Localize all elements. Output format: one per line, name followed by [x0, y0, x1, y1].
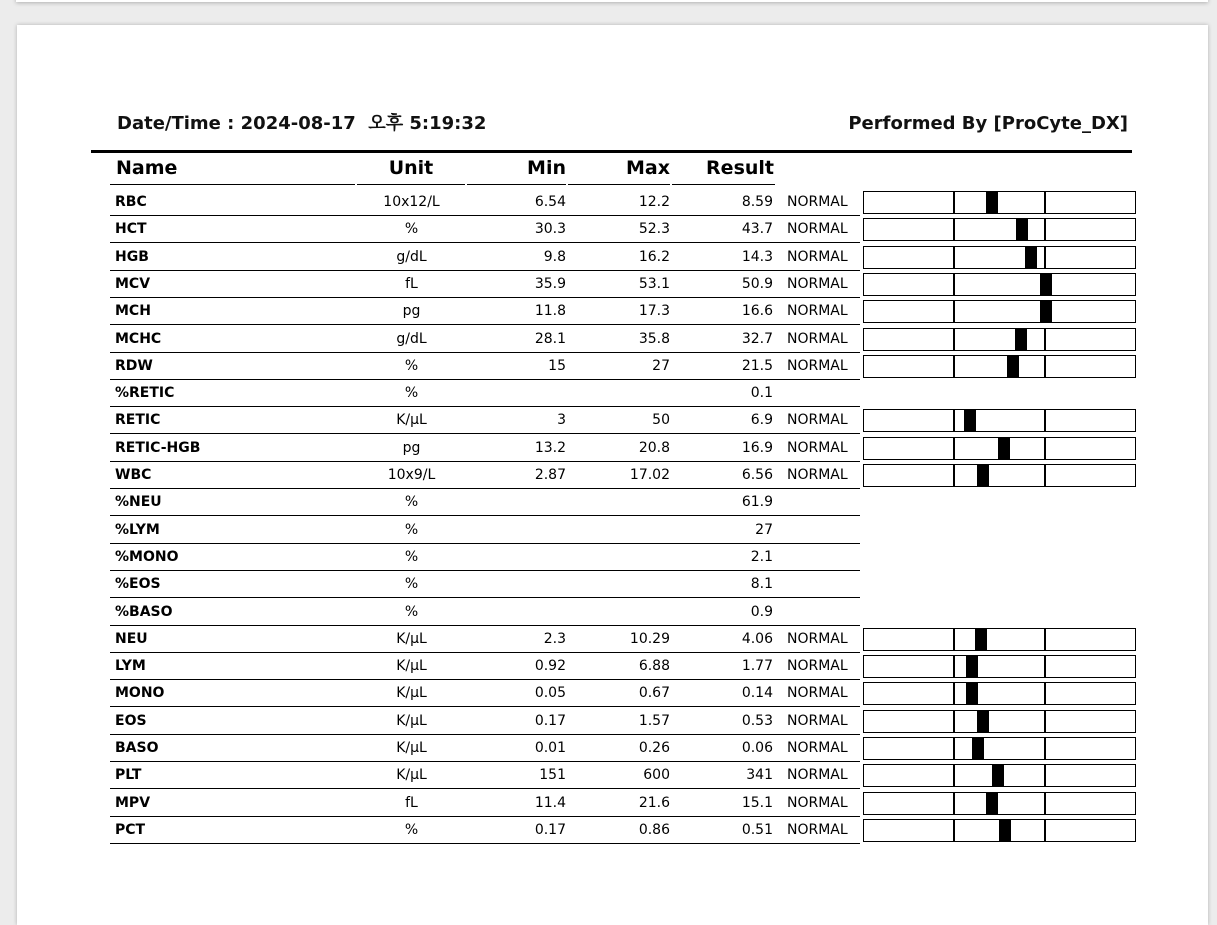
gauge-max-divider — [1044, 793, 1046, 814]
performed-by: Performed By [ProCyte_DX] — [848, 113, 1128, 134]
range-gauge — [863, 218, 1136, 241]
test-max: 0.86 — [638, 821, 670, 838]
test-result: 0.9 — [750, 603, 773, 620]
gauge-marker — [977, 711, 989, 732]
test-max: 12.2 — [638, 194, 670, 210]
test-flag: NORMAL — [787, 794, 848, 811]
table-row — [110, 625, 1140, 652]
gauge-marker — [999, 820, 1011, 841]
test-max — [566, 598, 670, 625]
test-min: 30.3 — [534, 221, 566, 238]
gauge-min-divider — [953, 765, 955, 786]
test-max: 16.2 — [638, 248, 670, 265]
table-row — [110, 761, 1140, 788]
test-name: LYM — [115, 658, 146, 675]
test-name: %BASO — [115, 603, 173, 620]
gauge-min-divider — [953, 219, 955, 240]
test-flag: NORMAL — [787, 303, 848, 320]
gauge-marker — [1015, 329, 1027, 350]
table-row — [110, 488, 1140, 515]
test-min: 11.8 — [534, 303, 566, 320]
gauge-max-divider — [1044, 683, 1046, 704]
test-max: 600 — [643, 767, 670, 784]
test-unit: % — [404, 576, 419, 593]
test-result: 61.9 — [741, 494, 773, 511]
gauge-max-divider — [1044, 656, 1046, 677]
gauge-marker — [1007, 356, 1019, 377]
test-result: 43.7 — [741, 221, 773, 238]
table-row — [110, 352, 1140, 379]
test-unit: g/dL — [396, 330, 427, 347]
test-result: 16.9 — [741, 439, 773, 456]
gauge-max-divider — [1044, 219, 1046, 240]
test-flag: NORMAL — [787, 194, 848, 210]
test-unit: % — [404, 494, 419, 511]
range-gauge — [863, 437, 1136, 460]
test-name: RDW — [115, 357, 153, 374]
test-flag: NORMAL — [787, 658, 848, 675]
gauge-min-divider — [953, 301, 955, 322]
range-gauge — [863, 792, 1136, 815]
table-row — [110, 543, 1140, 570]
test-result: 4.06 — [741, 630, 773, 647]
gauge-marker — [986, 793, 998, 814]
test-name: EOS — [115, 712, 147, 729]
test-unit: % — [404, 548, 419, 565]
test-min: 2.87 — [534, 467, 566, 483]
test-name: PCT — [115, 821, 146, 838]
test-unit: K/µL — [396, 740, 427, 756]
test-result: 0.06 — [741, 740, 773, 756]
test-name: MONO — [115, 685, 165, 702]
gauge-marker — [966, 656, 978, 677]
table-row — [110, 461, 1140, 488]
test-result: 16.6 — [741, 303, 773, 320]
gauge-max-divider — [1044, 438, 1046, 459]
test-name: WBC — [115, 467, 152, 483]
header-underline-name — [110, 184, 355, 185]
test-max: 0.67 — [638, 685, 670, 702]
table-row — [110, 652, 1140, 679]
test-name: MPV — [115, 794, 151, 811]
test-result: 32.7 — [741, 330, 773, 347]
range-gauge — [863, 328, 1136, 351]
test-flag: NORMAL — [787, 467, 848, 483]
header-underline-unit — [357, 184, 465, 185]
test-name: MCH — [115, 303, 151, 320]
test-min: 28.1 — [534, 330, 566, 347]
column-header-unit: Unit — [388, 157, 434, 179]
test-unit: fL — [405, 275, 418, 292]
range-gauge — [863, 273, 1136, 296]
test-max: 6.88 — [638, 658, 670, 675]
test-max: 35.8 — [638, 330, 670, 347]
test-unit: % — [404, 603, 419, 620]
gauge-marker — [986, 192, 998, 213]
test-result: 8.59 — [741, 194, 773, 210]
test-result: 50.9 — [741, 275, 773, 292]
range-gauge — [863, 655, 1136, 678]
test-unit: % — [404, 221, 419, 238]
column-header-min: Min — [527, 157, 566, 179]
range-gauge — [863, 355, 1136, 378]
test-name: RBC — [115, 194, 147, 210]
gauge-max-divider — [1044, 711, 1046, 732]
gauge-marker — [972, 738, 984, 759]
test-flag: NORMAL — [787, 767, 848, 784]
test-name: RETIC — [115, 412, 161, 429]
gauge-marker — [964, 410, 976, 431]
test-unit: % — [404, 521, 419, 538]
test-result: 0.51 — [741, 821, 773, 838]
test-name: %RETIC — [115, 385, 175, 402]
table-row — [110, 570, 1140, 597]
test-min: 3 — [557, 412, 566, 429]
gauge-max-divider — [1044, 765, 1046, 786]
range-gauge — [863, 409, 1136, 432]
test-max: 17.02 — [629, 467, 670, 483]
test-result: 8.1 — [750, 576, 773, 593]
gauge-marker — [966, 683, 978, 704]
test-min — [466, 570, 566, 597]
table-row — [110, 325, 1140, 352]
test-flag: NORMAL — [787, 439, 848, 456]
test-max: 21.6 — [638, 794, 670, 811]
test-max: 20.8 — [638, 439, 670, 456]
test-result: 15.1 — [741, 794, 773, 811]
test-unit: K/µL — [396, 685, 427, 702]
test-flag: NORMAL — [787, 685, 848, 702]
gauge-max-divider — [1044, 629, 1046, 650]
test-name: BASO — [115, 740, 159, 756]
test-unit: % — [404, 385, 419, 402]
gauge-max-divider — [1044, 820, 1046, 841]
range-gauge — [863, 819, 1136, 842]
test-name: MCHC — [115, 330, 162, 347]
range-gauge — [863, 300, 1136, 323]
test-flag: NORMAL — [787, 412, 848, 429]
test-min: 13.2 — [534, 439, 566, 456]
gauge-marker — [992, 765, 1004, 786]
test-max — [566, 379, 670, 406]
gauge-marker — [998, 438, 1010, 459]
range-gauge — [863, 710, 1136, 733]
gauge-min-divider — [953, 465, 955, 486]
gauge-marker — [1040, 274, 1052, 295]
test-min: 0.17 — [534, 712, 566, 729]
table-row — [110, 707, 1140, 734]
table-row — [110, 406, 1140, 433]
range-gauge — [863, 764, 1136, 787]
gauge-min-divider — [953, 820, 955, 841]
test-flag: NORMAL — [787, 275, 848, 292]
column-header-result: Result — [706, 157, 774, 179]
test-name: RETIC-HGB — [115, 439, 201, 456]
test-max: 50 — [652, 412, 670, 429]
table-row — [110, 270, 1140, 297]
gauge-max-divider — [1044, 410, 1046, 431]
test-name: %EOS — [115, 576, 161, 593]
test-flag: NORMAL — [787, 357, 848, 374]
table-row — [110, 598, 1140, 625]
test-max: 27 — [652, 357, 670, 374]
test-result: 6.9 — [750, 412, 773, 429]
table-row — [110, 516, 1140, 543]
test-name: HCT — [115, 221, 147, 238]
test-unit: g/dL — [396, 248, 427, 265]
test-unit: K/µL — [396, 630, 427, 647]
test-min — [466, 543, 566, 570]
table-row — [110, 734, 1140, 761]
test-unit: K/µL — [396, 412, 427, 429]
table-row — [110, 188, 1140, 215]
test-min: 151 — [539, 767, 566, 784]
table-row — [110, 434, 1140, 461]
test-min: 11.4 — [534, 794, 566, 811]
gauge-min-divider — [953, 683, 955, 704]
test-min — [466, 598, 566, 625]
test-name: %NEU — [115, 494, 162, 511]
gauge-marker — [1016, 219, 1028, 240]
gauge-min-divider — [953, 329, 955, 350]
datetime-value: 2024-08-17 오후 5:19:32 — [240, 113, 487, 134]
test-flag: NORMAL — [787, 712, 848, 729]
test-min: 35.9 — [534, 275, 566, 292]
gauge-min-divider — [953, 410, 955, 431]
gauge-max-divider — [1044, 329, 1046, 350]
test-min: 0.92 — [534, 658, 566, 675]
test-result: 21.5 — [741, 357, 773, 374]
test-min: 6.54 — [534, 194, 566, 210]
test-unit: fL — [405, 794, 418, 811]
table-row — [110, 679, 1140, 706]
table-row — [110, 215, 1140, 242]
test-flag: NORMAL — [787, 248, 848, 265]
test-min: 0.17 — [534, 821, 566, 838]
header-underline-min — [467, 184, 566, 185]
test-max: 52.3 — [638, 221, 670, 238]
test-result: 0.53 — [741, 712, 773, 729]
test-result: 2.1 — [750, 548, 773, 565]
previous-page-edge — [16, 0, 1208, 2]
test-max: 1.57 — [638, 712, 670, 729]
gauge-marker — [1025, 247, 1037, 268]
test-max: 10.29 — [629, 630, 670, 647]
gauge-marker — [975, 629, 987, 650]
gauge-min-divider — [953, 438, 955, 459]
test-min: 0.01 — [534, 740, 566, 756]
test-min: 15 — [548, 357, 566, 374]
column-header-name: Name — [116, 157, 178, 179]
test-result: 0.14 — [741, 685, 773, 702]
test-max — [566, 488, 670, 515]
test-unit: % — [404, 357, 419, 374]
test-max: 53.1 — [638, 275, 670, 292]
gauge-min-divider — [953, 656, 955, 677]
test-unit: K/µL — [396, 712, 427, 729]
gauge-max-divider — [1044, 465, 1046, 486]
test-name: HGB — [115, 248, 149, 265]
gauge-min-divider — [953, 356, 955, 377]
test-unit: % — [404, 821, 419, 838]
test-min — [466, 516, 566, 543]
test-min: 0.05 — [534, 685, 566, 702]
test-unit: K/µL — [396, 658, 427, 675]
table-row — [110, 816, 1140, 843]
range-gauge — [863, 191, 1136, 214]
gauge-min-divider — [953, 274, 955, 295]
test-min: 2.3 — [543, 630, 566, 647]
test-result: 1.77 — [741, 658, 773, 675]
test-min — [466, 488, 566, 515]
test-unit: 10x12/L — [383, 194, 440, 210]
header-rule — [91, 150, 1132, 153]
gauge-max-divider — [1044, 738, 1046, 759]
test-unit: pg — [402, 303, 421, 320]
test-min: 9.8 — [543, 248, 566, 265]
gauge-marker — [1040, 301, 1052, 322]
gauge-max-divider — [1044, 192, 1046, 213]
test-min — [466, 379, 566, 406]
test-result: 6.56 — [741, 467, 773, 483]
range-gauge — [863, 246, 1136, 269]
test-unit: K/µL — [396, 767, 427, 784]
test-unit: 10x9/L — [387, 467, 436, 483]
test-flag: NORMAL — [787, 221, 848, 238]
test-max — [566, 570, 670, 597]
gauge-min-divider — [953, 247, 955, 268]
test-flag: NORMAL — [787, 330, 848, 347]
test-unit: pg — [402, 439, 421, 456]
gauge-min-divider — [953, 793, 955, 814]
table-row — [110, 297, 1140, 324]
test-flag: NORMAL — [787, 630, 848, 647]
range-gauge — [863, 682, 1136, 705]
test-max — [566, 543, 670, 570]
test-result: 14.3 — [741, 248, 773, 265]
test-name: NEU — [115, 630, 148, 647]
range-gauge — [863, 464, 1136, 487]
range-gauge — [863, 737, 1136, 760]
table-row — [110, 243, 1140, 270]
gauge-max-divider — [1044, 356, 1046, 377]
gauge-max-divider — [1044, 247, 1046, 268]
gauge-min-divider — [953, 629, 955, 650]
test-result: 341 — [746, 767, 773, 784]
column-header-max: Max — [626, 157, 670, 179]
gauge-min-divider — [953, 711, 955, 732]
test-flag: NORMAL — [787, 740, 848, 756]
test-name: MCV — [115, 275, 151, 292]
test-max: 0.26 — [638, 740, 670, 756]
test-result: 0.1 — [750, 385, 773, 402]
header-underline-max — [568, 184, 670, 185]
gauge-min-divider — [953, 192, 955, 213]
test-name: %LYM — [115, 521, 160, 538]
header-underline-result — [672, 184, 775, 185]
test-max: 17.3 — [638, 303, 670, 320]
range-gauge — [863, 628, 1136, 651]
row-underline — [110, 843, 860, 844]
test-name: PLT — [115, 767, 142, 784]
table-row — [110, 379, 1140, 406]
gauge-min-divider — [953, 738, 955, 759]
datetime — [117, 111, 486, 137]
test-max — [566, 516, 670, 543]
table-row — [110, 789, 1140, 816]
gauge-marker — [977, 465, 989, 486]
test-result: 27 — [755, 521, 773, 538]
test-flag: NORMAL — [787, 821, 848, 838]
datetime-label: Date/Time : — [117, 113, 235, 134]
test-name: %MONO — [115, 548, 179, 565]
